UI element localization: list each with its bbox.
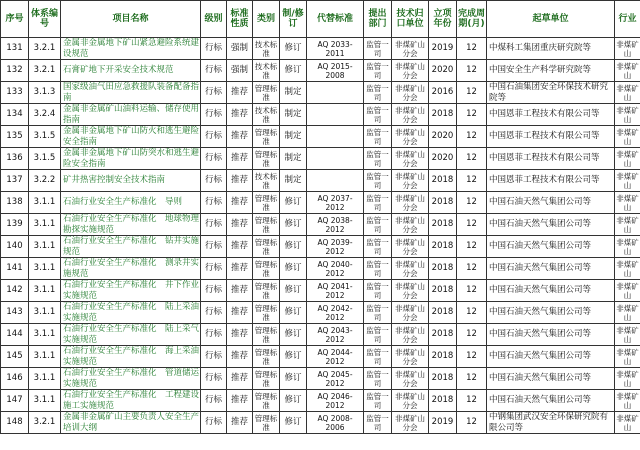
cell-level: 行标 bbox=[201, 126, 227, 148]
cell-seq: 145 bbox=[1, 346, 29, 368]
cell-replace: AQ 2033-2011 bbox=[307, 38, 364, 60]
cell-sys-code: 3.1.5 bbox=[29, 148, 61, 170]
cell-drafter: 中国恩菲工程技术有限公司等 bbox=[487, 126, 615, 148]
cell-industry: 非煤矿山 bbox=[616, 61, 639, 80]
cell-drafter: 中国石油天然气集团公司等 bbox=[487, 236, 615, 258]
cell-replace bbox=[307, 148, 364, 170]
cell-level: 行标 bbox=[201, 104, 227, 126]
cell-level: 行标 bbox=[201, 302, 227, 324]
header-nature: 标准性质 bbox=[227, 1, 253, 38]
cell-project-name: 石油行业安全生产标准化 井下作业实施规范 bbox=[61, 280, 201, 302]
cell-seq: 143 bbox=[1, 302, 29, 324]
table-row bbox=[1, 412, 640, 434]
cell-period: 12 bbox=[457, 302, 487, 324]
cell-level: 行标 bbox=[201, 324, 227, 346]
cell-period: 12 bbox=[457, 148, 487, 170]
cell-period: 12 bbox=[457, 60, 487, 82]
cell-year: 2019 bbox=[429, 38, 457, 60]
cell-replace: AQ 2038-2012 bbox=[307, 214, 364, 236]
cell-proposer: 监管一司 bbox=[364, 390, 392, 412]
cell-revise: 修订 bbox=[280, 38, 307, 60]
cell-project-name: 矿井热害控制安全技术指南 bbox=[61, 170, 201, 192]
cell-period: 12 bbox=[457, 38, 487, 60]
cell-project-name: 石膏矿地下开采安全技术规范 bbox=[61, 60, 201, 82]
table-row bbox=[1, 214, 640, 236]
cell-proposer: 监管一司 bbox=[364, 38, 392, 60]
cell-industry: 非煤矿山 bbox=[616, 325, 639, 344]
cell-level: 行标 bbox=[201, 60, 227, 82]
cell-period: 12 bbox=[457, 214, 487, 236]
cell-tc: 非煤矿山分会 bbox=[392, 280, 429, 302]
cell-type: 技术标准 bbox=[253, 170, 280, 192]
cell-replace: AQ 2045-2012 bbox=[307, 368, 364, 390]
cell-nature: 推荐 bbox=[227, 82, 253, 104]
cell-type: 管理标准 bbox=[253, 368, 280, 390]
cell-year: 2020 bbox=[429, 60, 457, 82]
cell-project-name: 石油行业安全生产标准化 地球物理勘探实施规范 bbox=[61, 214, 201, 236]
cell-sys-code: 3.1.1 bbox=[29, 214, 61, 236]
cell-revise: 修订 bbox=[280, 258, 307, 280]
cell-industry: 非煤矿山 bbox=[616, 237, 639, 256]
cell-level: 行标 bbox=[201, 236, 227, 258]
cell-tc: 非煤矿山分会 bbox=[392, 192, 429, 214]
cell-nature: 推荐 bbox=[227, 236, 253, 258]
cell-nature: 推荐 bbox=[227, 302, 253, 324]
table-header-row bbox=[1, 1, 640, 38]
cell-proposer: 监管一司 bbox=[364, 214, 392, 236]
cell-year: 2018 bbox=[429, 258, 457, 280]
table-row bbox=[1, 302, 640, 324]
cell-nature: 推荐 bbox=[227, 346, 253, 368]
cell-tc: 非煤矿山分会 bbox=[392, 302, 429, 324]
header-type: 类别 bbox=[253, 1, 280, 38]
cell-revise: 修订 bbox=[280, 390, 307, 412]
table-row bbox=[1, 236, 640, 258]
cell-type: 技术标准 bbox=[253, 38, 280, 60]
cell-drafter: 中国恩菲工程技术有限公司等 bbox=[487, 104, 615, 126]
cell-type: 管理标准 bbox=[253, 412, 280, 434]
cell-revise: 修订 bbox=[280, 192, 307, 214]
cell-period: 12 bbox=[457, 192, 487, 214]
cell-drafter: 中国石油天然气集团公司等 bbox=[487, 346, 615, 368]
cell-nature: 强制 bbox=[227, 60, 253, 82]
cell-drafter: 中国石油天然气集团公司等 bbox=[487, 302, 615, 324]
cell-type: 管理标准 bbox=[253, 280, 280, 302]
cell-period: 12 bbox=[457, 258, 487, 280]
cell-sys-code: 3.2.2 bbox=[29, 170, 61, 192]
table-row bbox=[1, 126, 640, 148]
cell-level: 行标 bbox=[201, 280, 227, 302]
cell-year: 2018 bbox=[429, 368, 457, 390]
cell-sys-code: 3.1.1 bbox=[29, 258, 61, 280]
cell-year: 2018 bbox=[429, 324, 457, 346]
cell-period: 12 bbox=[457, 104, 487, 126]
cell-proposer: 监管一司 bbox=[364, 82, 392, 104]
cell-level: 行标 bbox=[201, 346, 227, 368]
header-seq: 序号 bbox=[1, 1, 29, 38]
header-period: 完成周期(月) bbox=[457, 1, 487, 38]
cell-type: 管理标准 bbox=[253, 126, 280, 148]
cell-industry: 非煤矿山 bbox=[616, 259, 639, 278]
cell-proposer: 监管一司 bbox=[364, 302, 392, 324]
cell-replace: AQ 2008-2006 bbox=[307, 412, 364, 434]
cell-sys-code: 3.1.1 bbox=[29, 346, 61, 368]
cell-revise: 制定 bbox=[280, 126, 307, 148]
cell-period: 12 bbox=[457, 170, 487, 192]
cell-nature: 推荐 bbox=[227, 368, 253, 390]
cell-drafter: 中煤科工集团重庆研究院等 bbox=[487, 38, 615, 60]
cell-seq: 140 bbox=[1, 236, 29, 258]
cell-project-name: 金属非金属地下矿山防火和逃生避险安全指南 bbox=[61, 126, 201, 148]
cell-proposer: 监管一司 bbox=[364, 412, 392, 434]
cell-year: 2018 bbox=[429, 236, 457, 258]
cell-revise: 修订 bbox=[280, 324, 307, 346]
cell-tc: 非煤矿山分会 bbox=[392, 104, 429, 126]
cell-year: 2018 bbox=[429, 280, 457, 302]
header-replace: 代替标准 bbox=[307, 1, 364, 38]
cell-replace: AQ 2042-2012 bbox=[307, 302, 364, 324]
cell-period: 12 bbox=[457, 324, 487, 346]
cell-type: 管理标准 bbox=[253, 346, 280, 368]
cell-proposer: 监管一司 bbox=[364, 258, 392, 280]
cell-type: 管理标准 bbox=[253, 324, 280, 346]
cell-revise: 修订 bbox=[280, 302, 307, 324]
cell-level: 行标 bbox=[201, 368, 227, 390]
cell-industry: 非煤矿山 bbox=[616, 149, 639, 168]
cell-project-name: 石油行业安全生产标准化 海上采油实施规范 bbox=[61, 346, 201, 368]
cell-nature: 推荐 bbox=[227, 148, 253, 170]
cell-proposer: 监管一司 bbox=[364, 368, 392, 390]
cell-seq: 147 bbox=[1, 390, 29, 412]
cell-tc: 非煤矿山分会 bbox=[392, 214, 429, 236]
header-revise: 制/修订 bbox=[280, 1, 307, 38]
cell-level: 行标 bbox=[201, 214, 227, 236]
cell-sys-code: 3.1.1 bbox=[29, 390, 61, 412]
cell-project-name: 金属非金属矿山主要负责人安全生产培训大纲 bbox=[61, 412, 201, 434]
cell-sys-code: 3.1.1 bbox=[29, 368, 61, 390]
cell-replace: AQ 2015-2008 bbox=[307, 60, 364, 82]
cell-revise: 制定 bbox=[280, 104, 307, 126]
cell-drafter: 中国石油天然气集团公司等 bbox=[487, 280, 615, 302]
cell-level: 行标 bbox=[201, 412, 227, 434]
cell-revise: 修订 bbox=[280, 412, 307, 434]
cell-seq: 142 bbox=[1, 280, 29, 302]
table-row bbox=[1, 324, 640, 346]
header-sys-code: 体系编号 bbox=[29, 1, 61, 38]
cell-year: 2018 bbox=[429, 170, 457, 192]
cell-nature: 强制 bbox=[227, 38, 253, 60]
cell-revise: 制定 bbox=[280, 148, 307, 170]
cell-year: 2018 bbox=[429, 104, 457, 126]
table-row bbox=[1, 258, 640, 280]
cell-replace bbox=[307, 82, 364, 104]
cell-revise: 修订 bbox=[280, 60, 307, 82]
cell-proposer: 监管一司 bbox=[364, 346, 392, 368]
cell-tc: 非煤矿山分会 bbox=[392, 126, 429, 148]
cell-period: 12 bbox=[457, 368, 487, 390]
cell-seq: 135 bbox=[1, 126, 29, 148]
cell-drafter: 中国石油天然气集团公司等 bbox=[487, 324, 615, 346]
cell-project-name: 国家级油气田应急救援队装备配备指南 bbox=[61, 82, 201, 104]
cell-seq: 134 bbox=[1, 104, 29, 126]
cell-type: 技术标准 bbox=[253, 104, 280, 126]
cell-proposer: 监管一司 bbox=[364, 126, 392, 148]
cell-seq: 138 bbox=[1, 192, 29, 214]
cell-replace: AQ 2041-2012 bbox=[307, 280, 364, 302]
table-row bbox=[1, 82, 640, 104]
cell-level: 行标 bbox=[201, 192, 227, 214]
cell-sys-code: 3.1.1 bbox=[29, 236, 61, 258]
cell-project-name: 石油行业安全生产标准化 测录井实施规范 bbox=[61, 258, 201, 280]
cell-period: 12 bbox=[457, 280, 487, 302]
cell-project-name: 石油行业安全生产标准化 钻井实施规范 bbox=[61, 236, 201, 258]
cell-tc: 非煤矿山分会 bbox=[392, 82, 429, 104]
cell-level: 行标 bbox=[201, 148, 227, 170]
cell-industry: 非煤矿山 bbox=[616, 413, 639, 432]
cell-sys-code: 3.2.1 bbox=[29, 412, 61, 434]
table-row bbox=[1, 148, 640, 170]
cell-type: 管理标准 bbox=[253, 390, 280, 412]
cell-industry: 非煤矿山 bbox=[616, 369, 639, 388]
cell-type: 管理标准 bbox=[253, 148, 280, 170]
cell-replace: AQ 2039-2012 bbox=[307, 236, 364, 258]
cell-nature: 推荐 bbox=[227, 324, 253, 346]
cell-revise: 修订 bbox=[280, 236, 307, 258]
header-drafter: 起草单位 bbox=[487, 1, 615, 38]
cell-level: 行标 bbox=[201, 170, 227, 192]
cell-drafter: 中国石油集团安全环保技术研究院等 bbox=[487, 82, 615, 104]
cell-project-name: 金属非金属地下矿山紧急避险系统建设规范 bbox=[61, 38, 201, 60]
table-row bbox=[1, 390, 640, 412]
cell-tc: 非煤矿山分会 bbox=[392, 258, 429, 280]
table-row bbox=[1, 192, 640, 214]
cell-nature: 推荐 bbox=[227, 280, 253, 302]
cell-type: 技术标准 bbox=[253, 60, 280, 82]
cell-year: 2018 bbox=[429, 302, 457, 324]
cell-replace: AQ 2046-2012 bbox=[307, 390, 364, 412]
cell-year: 2018 bbox=[429, 390, 457, 412]
cell-tc: 非煤矿山分会 bbox=[392, 236, 429, 258]
cell-replace: AQ 2044-2012 bbox=[307, 346, 364, 368]
cell-sys-code: 3.1.1 bbox=[29, 192, 61, 214]
cell-type: 管理标准 bbox=[253, 258, 280, 280]
cell-proposer: 监管一司 bbox=[364, 236, 392, 258]
cell-year: 2018 bbox=[429, 214, 457, 236]
cell-proposer: 监管一司 bbox=[364, 170, 392, 192]
cell-tc: 非煤矿山分会 bbox=[392, 170, 429, 192]
cell-nature: 推荐 bbox=[227, 192, 253, 214]
cell-sys-code: 3.1.3 bbox=[29, 82, 61, 104]
header-year: 立项年份 bbox=[429, 1, 457, 38]
cell-tc: 非煤矿山分会 bbox=[392, 412, 429, 434]
cell-industry: 非煤矿山 bbox=[616, 215, 639, 234]
cell-level: 行标 bbox=[201, 38, 227, 60]
table-row bbox=[1, 368, 640, 390]
cell-year: 2020 bbox=[429, 148, 457, 170]
cell-revise: 制定 bbox=[280, 170, 307, 192]
table-row bbox=[1, 38, 640, 60]
header-tc: 技术归口单位 bbox=[392, 1, 429, 38]
cell-type: 管理标准 bbox=[253, 236, 280, 258]
cell-type: 管理标准 bbox=[253, 192, 280, 214]
cell-proposer: 监管一司 bbox=[364, 324, 392, 346]
cell-tc: 非煤矿山分会 bbox=[392, 38, 429, 60]
cell-drafter: 中国恩菲工程技术有限公司等 bbox=[487, 148, 615, 170]
cell-drafter: 中国石油天然气集团公司等 bbox=[487, 258, 615, 280]
cell-revise: 修订 bbox=[280, 214, 307, 236]
cell-level: 行标 bbox=[201, 82, 227, 104]
cell-revise: 修订 bbox=[280, 368, 307, 390]
cell-project-name: 石油行业安全生产标准化 陆上采油实施规范 bbox=[61, 302, 201, 324]
cell-type: 管理标准 bbox=[253, 82, 280, 104]
header-level: 级别 bbox=[201, 1, 227, 38]
cell-year: 2016 bbox=[429, 82, 457, 104]
cell-revise: 修订 bbox=[280, 280, 307, 302]
cell-seq: 133 bbox=[1, 82, 29, 104]
cell-proposer: 监管一司 bbox=[364, 104, 392, 126]
cell-industry: 非煤矿山 bbox=[616, 193, 639, 212]
cell-industry: 非煤矿山 bbox=[616, 83, 639, 102]
cell-period: 12 bbox=[457, 412, 487, 434]
cell-replace bbox=[307, 170, 364, 192]
cell-seq: 141 bbox=[1, 258, 29, 280]
cell-seq: 131 bbox=[1, 38, 29, 60]
cell-proposer: 监管一司 bbox=[364, 280, 392, 302]
cell-type: 管理标准 bbox=[253, 214, 280, 236]
cell-replace: AQ 2037-2012 bbox=[307, 192, 364, 214]
cell-revise: 制定 bbox=[280, 82, 307, 104]
cell-drafter: 中国恩菲工程技术有限公司等 bbox=[487, 170, 615, 192]
cell-nature: 推荐 bbox=[227, 214, 253, 236]
cell-sys-code: 3.2.1 bbox=[29, 60, 61, 82]
cell-industry: 非煤矿山 bbox=[616, 281, 639, 300]
cell-tc: 非煤矿山分会 bbox=[392, 148, 429, 170]
cell-replace: AQ 2043-2012 bbox=[307, 324, 364, 346]
cell-year: 2019 bbox=[429, 412, 457, 434]
cell-project-name: 石油行业安全生产标准化 工程建设施工实施规范 bbox=[61, 390, 201, 412]
cell-sys-code: 3.2.4 bbox=[29, 104, 61, 126]
cell-sys-code: 3.1.1 bbox=[29, 324, 61, 346]
cell-seq: 146 bbox=[1, 368, 29, 390]
cell-nature: 推荐 bbox=[227, 412, 253, 434]
header-proposer: 提出部门 bbox=[364, 1, 392, 38]
cell-sys-code: 3.1.5 bbox=[29, 126, 61, 148]
cell-year: 2020 bbox=[429, 126, 457, 148]
header-project-name: 项目名称 bbox=[61, 1, 201, 38]
cell-project-name: 金属非金属矿山油料运输、储存使用指南 bbox=[61, 104, 201, 126]
cell-project-name: 石油行业安全生产标准化 管道储运实施规范 bbox=[61, 368, 201, 390]
cell-drafter: 中国石油天然气集团公司等 bbox=[487, 192, 615, 214]
cell-industry: 非煤矿山 bbox=[616, 391, 639, 410]
cell-seq: 148 bbox=[1, 412, 29, 434]
cell-seq: 137 bbox=[1, 170, 29, 192]
cell-industry: 非煤矿山 bbox=[616, 171, 639, 190]
cell-tc: 非煤矿山分会 bbox=[392, 60, 429, 82]
table-row bbox=[1, 60, 640, 82]
cell-type: 管理标准 bbox=[253, 302, 280, 324]
cell-nature: 推荐 bbox=[227, 126, 253, 148]
cell-replace bbox=[307, 104, 364, 126]
cell-nature: 推荐 bbox=[227, 258, 253, 280]
cell-industry: 非煤矿山 bbox=[616, 127, 639, 146]
cell-drafter: 中钢集团武汉安全环保研究院有限公司等 bbox=[487, 412, 615, 434]
cell-industry: 非煤矿山 bbox=[616, 105, 639, 124]
cell-drafter: 中国石油天然气集团公司等 bbox=[487, 390, 615, 412]
cell-project-name: 石油行业安全生产标准化 陆上采气实施规范 bbox=[61, 324, 201, 346]
cell-level: 行标 bbox=[201, 258, 227, 280]
table-row bbox=[1, 104, 640, 126]
cell-revise: 修订 bbox=[280, 346, 307, 368]
cell-seq: 132 bbox=[1, 60, 29, 82]
cell-nature: 推荐 bbox=[227, 170, 253, 192]
cell-project-name: 石油行业安全生产标准化 导则 bbox=[61, 192, 201, 214]
cell-industry: 非煤矿山 bbox=[616, 303, 639, 322]
cell-proposer: 监管一司 bbox=[364, 60, 392, 82]
cell-seq: 136 bbox=[1, 148, 29, 170]
cell-period: 12 bbox=[457, 346, 487, 368]
cell-drafter: 中国石油天然气集团公司等 bbox=[487, 214, 615, 236]
cell-sys-code: 3.1.1 bbox=[29, 302, 61, 324]
cell-nature: 推荐 bbox=[227, 390, 253, 412]
cell-tc: 非煤矿山分会 bbox=[392, 324, 429, 346]
cell-tc: 非煤矿山分会 bbox=[392, 346, 429, 368]
table-row bbox=[1, 170, 640, 192]
cell-year: 2018 bbox=[429, 346, 457, 368]
cell-seq: 144 bbox=[1, 324, 29, 346]
cell-drafter: 中国安全生产科学研究院等 bbox=[487, 60, 615, 82]
cell-replace bbox=[307, 126, 364, 148]
cell-tc: 非煤矿山分会 bbox=[392, 368, 429, 390]
cell-tc: 非煤矿山分会 bbox=[392, 390, 429, 412]
cell-project-name: 金属非金属地下矿山防突水和逃生避险安全指南 bbox=[61, 148, 201, 170]
cell-industry: 非煤矿山 bbox=[616, 39, 639, 58]
cell-year: 2018 bbox=[429, 192, 457, 214]
cell-seq: 139 bbox=[1, 214, 29, 236]
table-row bbox=[1, 346, 640, 368]
cell-nature: 推荐 bbox=[227, 104, 253, 126]
table-body bbox=[1, 38, 640, 434]
cell-proposer: 监管一司 bbox=[364, 192, 392, 214]
cell-period: 12 bbox=[457, 390, 487, 412]
cell-proposer: 监管一司 bbox=[364, 148, 392, 170]
cell-industry: 非煤矿山 bbox=[616, 347, 639, 366]
cell-period: 12 bbox=[457, 126, 487, 148]
table-row bbox=[1, 280, 640, 302]
cell-level: 行标 bbox=[201, 390, 227, 412]
cell-drafter: 中国石油天然气集团公司等 bbox=[487, 368, 615, 390]
header-industry: 行业 bbox=[615, 1, 640, 38]
cell-period: 12 bbox=[457, 236, 487, 258]
cell-replace: AQ 2040-2012 bbox=[307, 258, 364, 280]
cell-period: 12 bbox=[457, 82, 487, 104]
cell-sys-code: 3.1.1 bbox=[29, 280, 61, 302]
cell-sys-code: 3.2.1 bbox=[29, 38, 61, 60]
